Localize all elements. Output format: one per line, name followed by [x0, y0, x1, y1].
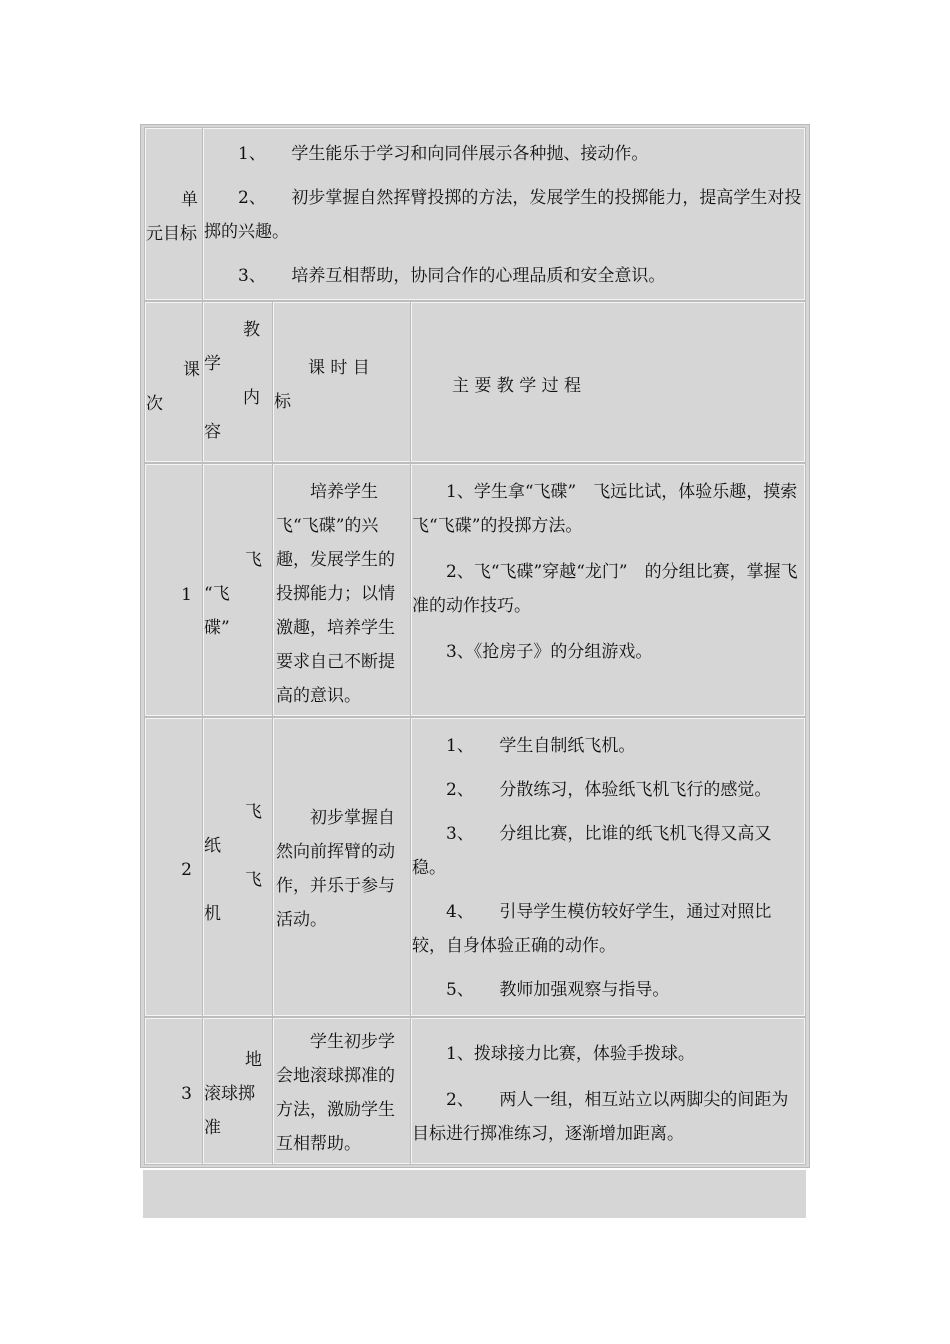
lesson-content-c: 飞 [245, 870, 262, 890]
lesson-step: 1、 学生自制纸飞机。 [446, 736, 636, 756]
lesson-step: 2、飞“飞碟”穿越“龙门” 的分组比赛，掌握飞准的动作技巧。 [412, 562, 798, 616]
lesson-num: 1 [181, 585, 192, 605]
header-goal-cell [273, 302, 411, 462]
unit-goal-label-a: 单 [181, 190, 198, 210]
lesson-step: 3、 分组比赛，比谁的纸飞机飞得又高又稳。 [412, 824, 772, 878]
lesson-step: 1、学生拿“飞碟” 飞远比试，体验乐趣，摸索飞“飞碟”的投掷方法。 [412, 482, 798, 536]
unit-goal-item: 1、 学生能乐于学习和向同伴展示各种抛、接动作。 [238, 144, 649, 164]
lesson-goal-cell [273, 718, 411, 1016]
lesson-goal-cell [273, 464, 411, 716]
lesson-content-a: 地 [245, 1050, 262, 1070]
header-content-b: 学 [204, 354, 221, 374]
unit-goal-label-b: 元目标 [146, 224, 197, 244]
header-lesson-b: 次 [146, 394, 163, 414]
lesson-num-cell [145, 1018, 203, 1164]
lesson-process-cell [411, 464, 805, 716]
lesson-content-c: 准 [204, 1118, 221, 1138]
header-process-cell [411, 302, 805, 462]
header-content-cell [203, 302, 273, 462]
header-lesson-a: 课 [183, 360, 200, 380]
lesson-step: 3、《抢房子》的分组游戏。 [446, 642, 653, 662]
lesson-goal-cell [273, 1018, 411, 1164]
header-lesson-cell [145, 302, 203, 462]
lesson-step: 2、 两人一组，相互站立以两脚尖的间距为目标进行掷准练习，逐渐增加距离。 [412, 1090, 789, 1144]
header-process: 主 要 教 学 过 程 [452, 376, 582, 396]
lesson-content-cell [203, 718, 273, 1016]
unit-goal-cell [203, 128, 805, 300]
lesson-content-a: 飞 [245, 802, 262, 822]
lesson-step: 5、 教师加强观察与指导。 [446, 980, 670, 1000]
lesson-step: 2、 分散练习，体验纸飞机飞行的感觉。 [446, 780, 772, 800]
lesson-num-cell [145, 718, 203, 1016]
lesson-goal: 学生初步学会地滚球掷准的方法，激励学生互相帮助。 [276, 1032, 395, 1154]
lesson-content-c: 碟” [204, 618, 230, 638]
lesson-content-cell [203, 1018, 273, 1164]
lesson-step: 1、拨球接力比赛，体验手拨球。 [446, 1044, 695, 1064]
unit-goal-item: 3、 培养互相帮助，协同合作的心理品质和安全意识。 [238, 266, 666, 286]
lesson-content-a: 飞 [245, 550, 262, 570]
header-content-a: 教 [243, 320, 260, 340]
table-footer-band [143, 1170, 806, 1218]
lesson-content-b: “飞 [204, 584, 230, 604]
lesson-content-d: 机 [204, 904, 221, 924]
lesson-content-cell [203, 464, 273, 716]
header-goal-a: 课 时 目 [308, 358, 370, 378]
lesson-num: 3 [181, 1084, 192, 1104]
lesson-process-cell [411, 1018, 805, 1164]
lesson-process-cell [411, 718, 805, 1016]
lesson-content-b: 滚球掷 [204, 1084, 255, 1104]
header-content-c: 内 [243, 388, 260, 408]
lesson-content-b: 纸 [204, 836, 221, 856]
lesson-goal: 培养学生飞“飞碟”的兴趣，发展学生的投掷能力；以情激趣，培养学生要求自己不断提高的意识。 [276, 482, 395, 706]
header-content-d: 容 [204, 422, 221, 442]
unit-goal-item: 2、 初步掌握自然挥臂投掷的方法，发展学生的投掷能力，提高学生对投掷的兴趣。 [204, 188, 802, 242]
lesson-num-cell [145, 464, 203, 716]
lesson-goal: 初步掌握自然向前挥臂的动作，并乐于参与活动。 [276, 808, 395, 930]
lesson-step: 4、 引导学生模仿较好学生，通过对照比较，自身体验正确的动作。 [412, 902, 772, 956]
lesson-num: 2 [181, 860, 192, 880]
unit-goal-label-cell [145, 128, 203, 300]
header-goal-b: 标 [274, 392, 291, 412]
